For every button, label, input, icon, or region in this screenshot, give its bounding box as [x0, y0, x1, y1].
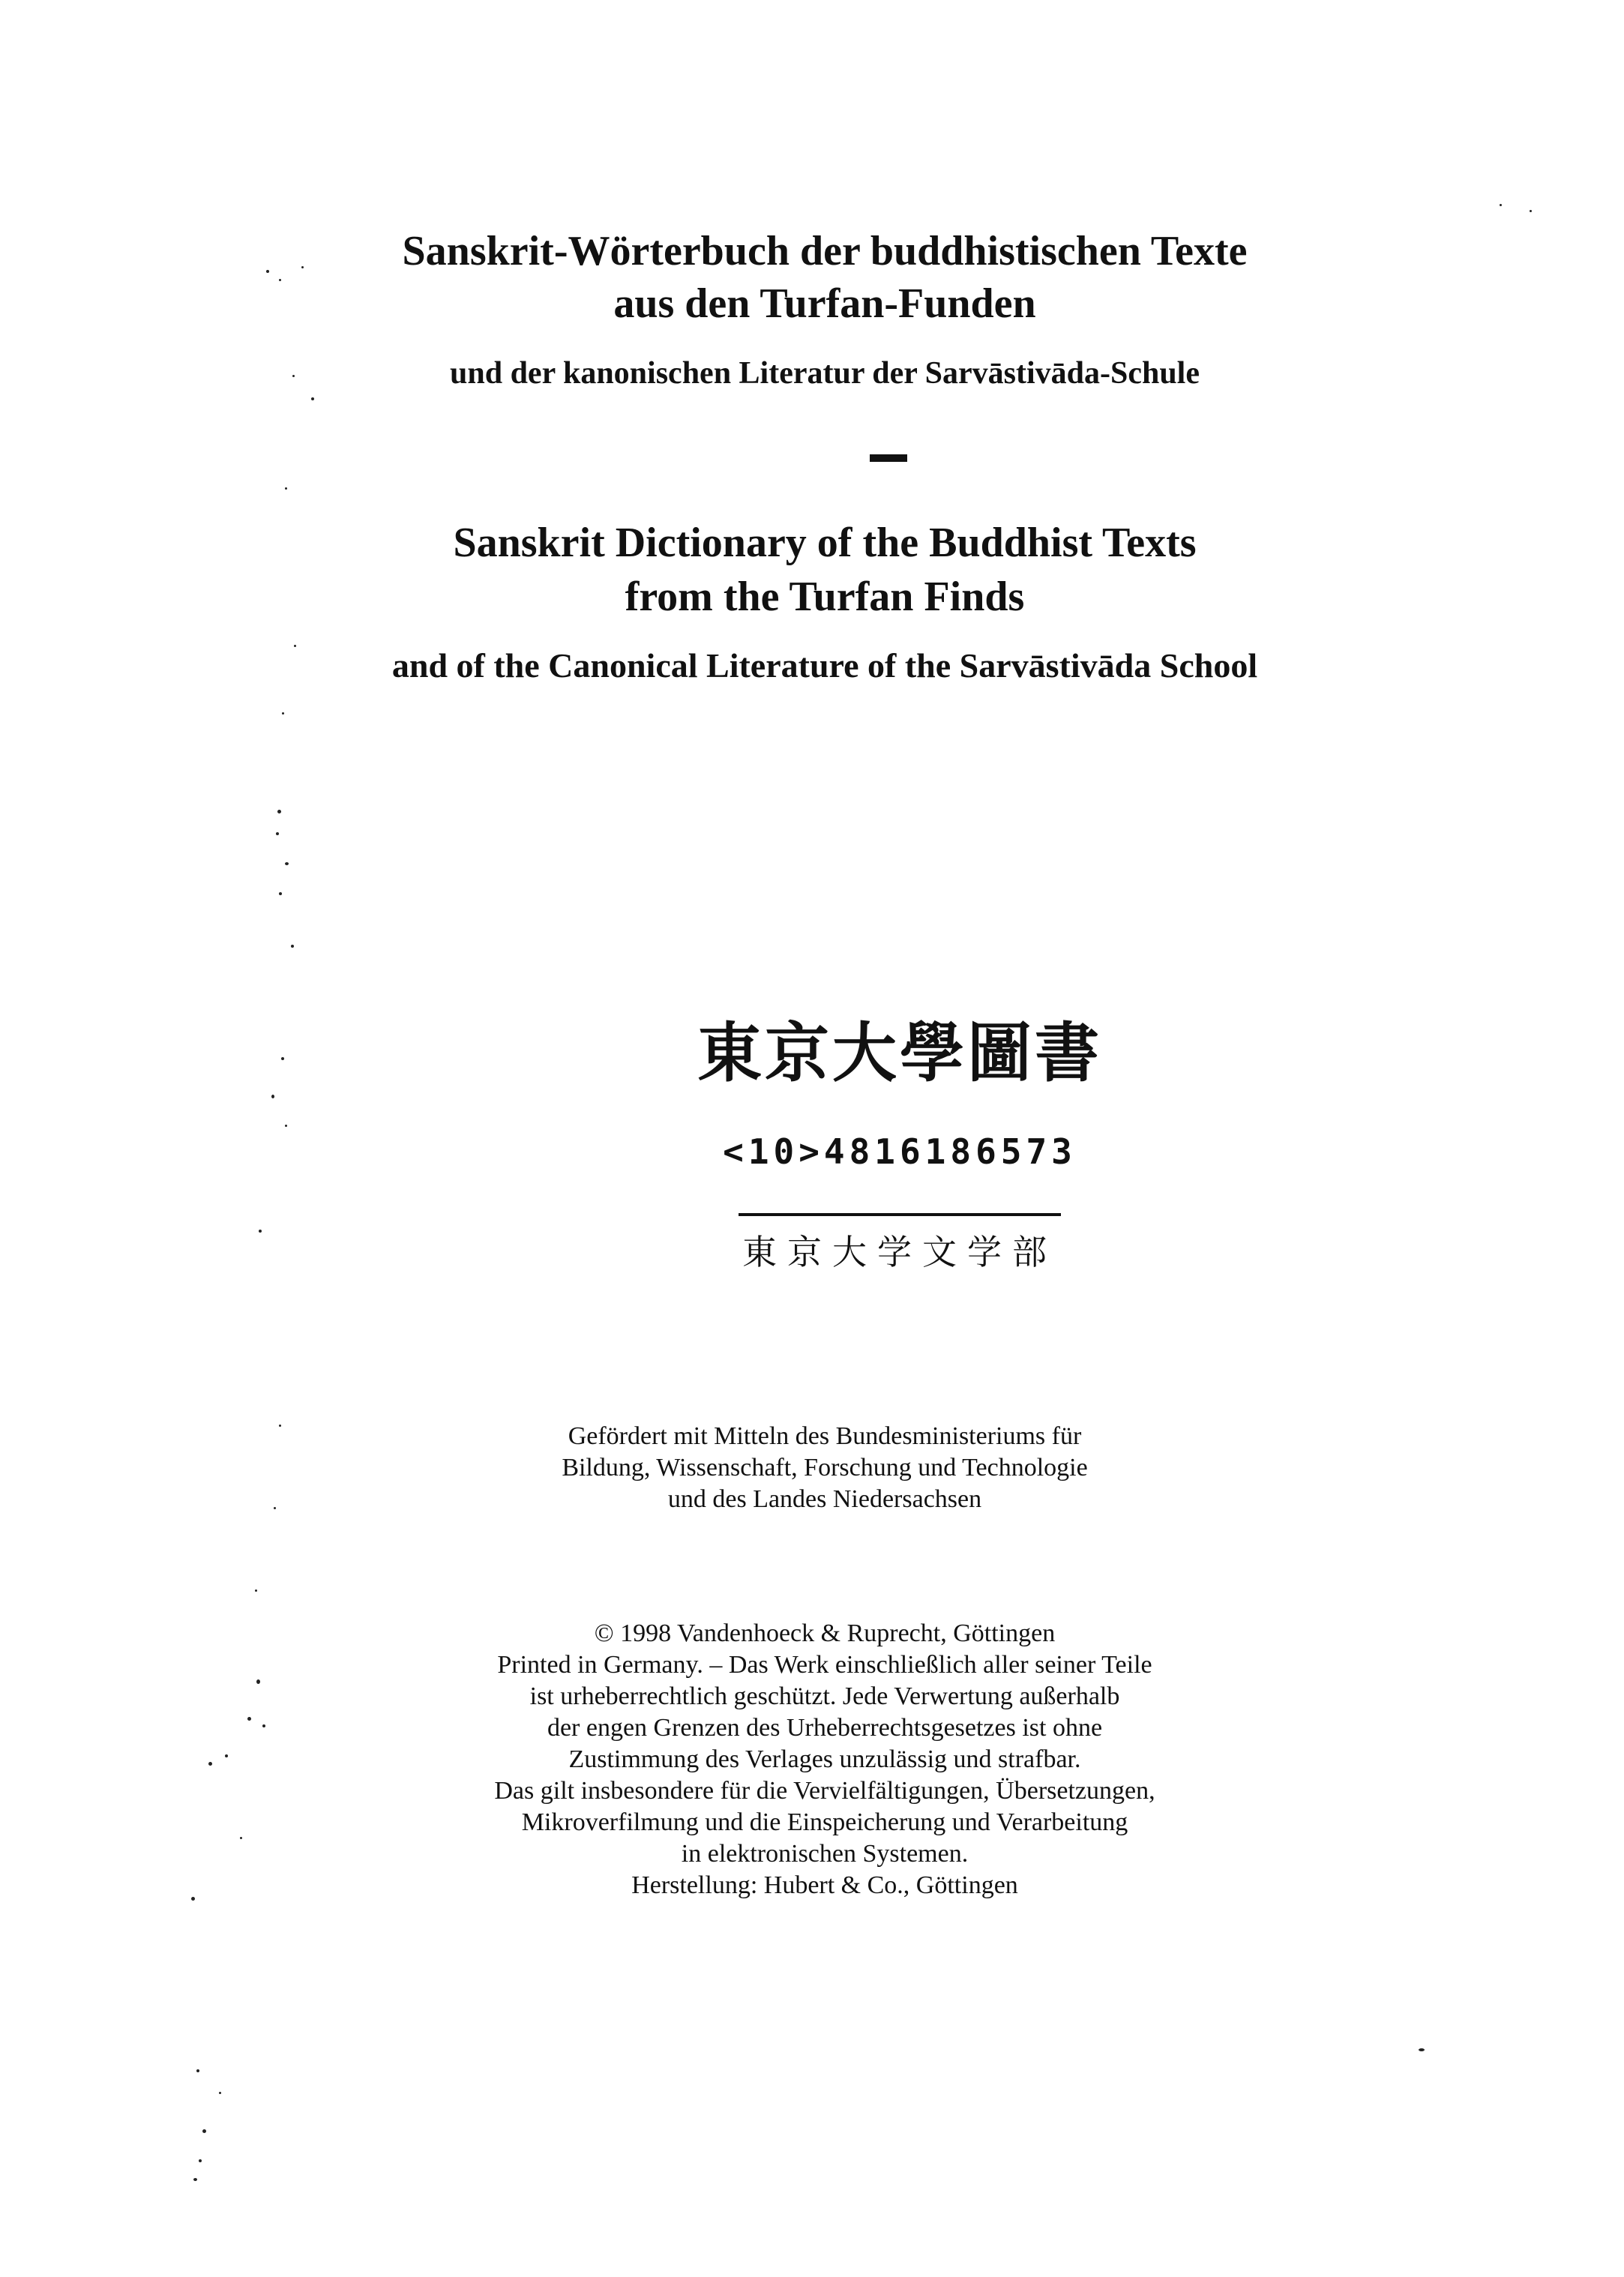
english-title [270, 516, 1380, 624]
copyright-notice [345, 1618, 1305, 1901]
funding-line: und des Landes Niedersachsen [667, 1485, 982, 1513]
copyright-line: © 1998 Vandenhoeck & Ruprecht, Göttingen [594, 1619, 1056, 1647]
german-title-line-1: Sanskrit-Wörterbuch der buddhistischen Texte [402, 228, 1248, 274]
library-accession-code: <10>4816186573 [723, 1131, 1077, 1172]
funding-line: Bildung, Wissenschaft, Forschung und Technologie [562, 1454, 1088, 1482]
english-title-line-2: from the Turfan Finds [625, 574, 1025, 620]
funding-line: Gefördert mit Mitteln des Bundesministeriums für [568, 1422, 1082, 1450]
english-subtitle: and of the Canonical Literature of the Sarvāstivāda School [391, 646, 1258, 685]
german-title [270, 225, 1380, 330]
copyright-line: Herstellung: Hubert & Co., Göttingen [631, 1871, 1018, 1899]
copyright-line: Zustimmung des Verlages unzulässig und strafbar. [568, 1745, 1081, 1773]
funding-notice [345, 1421, 1305, 1515]
copyright-line: Mikroverfilmung und die Einspeicherung und Verarbeitung [521, 1808, 1128, 1836]
stamp-divider-rule [739, 1213, 1061, 1216]
library-department: 東京大学文学部 [742, 1232, 1057, 1272]
title-separator-dash [870, 454, 907, 462]
copyright-line: der engen Grenzen des Urheberrechtsgesetzes ist ohne [547, 1714, 1103, 1742]
german-subtitle: und der kanonischen Literatur der Sarvāstivāda-Schule [450, 356, 1200, 391]
german-title-line-2: aus den Turfan-Funden [613, 280, 1036, 327]
library-seal-stamp: 東京大學圖書 [697, 1016, 1102, 1091]
copyright-line: Das gilt insbesondere für die Vervielfältigungen, Übersetzungen, [494, 1777, 1155, 1805]
english-title-line-1: Sanskrit Dictionary of the Buddhist Texts [453, 520, 1197, 566]
copyright-line: ist urheberrechtlich geschützt. Jede Verwertung außerhalb [529, 1682, 1120, 1710]
copyright-line: Printed in Germany. – Das Werk einschließlich aller seiner Teile [497, 1651, 1152, 1679]
copyright-line: in elektronischen Systemen. [681, 1840, 969, 1868]
